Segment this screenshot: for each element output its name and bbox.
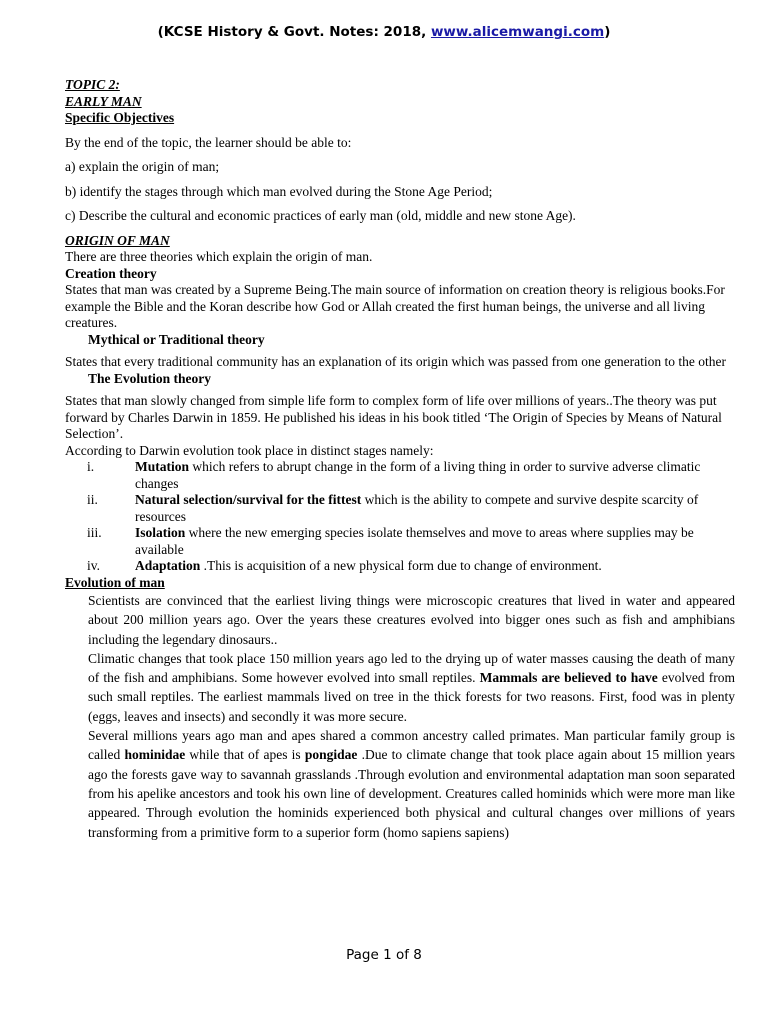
evolution-text: States that man slowly changed from simple life form to complex form of life over millions of years..The theory was put forward by Charles Darwin in 1859. He published his ideas in his book titled ‘The Origin of Species by Means of Natural Selection’. — [65, 393, 722, 441]
creation-text: States that man was created by a Supreme Being.The main source of information on creation theory is religious books.For example the Bible and the Koran describe how God or Allah created the first human beings, the universe and all living creatures. — [65, 282, 725, 330]
header-prefix: (KCSE History & Govt. Notes: 2018, — [157, 24, 431, 40]
evolution-stages-list — [65, 459, 735, 575]
evolution-paragraph-3: Several millions years ago man and apes shared a common ancestry called primates. Man particular family group is called hominidae while that of apes is pongidae .Due to climate change that took place again about 15 million years ago the forests gave way to savannah grasslands .Through evolution and environmental adaptation man soon separated from his apelike ancestors and took his own line of development. Creatures called hominids which were more man like appeared. Through evolution the hominids experienced both physical and cultural changes over millions of years transforming from a primitive form to a superior form (homo sapiens sapiens) — [88, 728, 735, 840]
objective-a: a) explain the origin of man; — [65, 159, 220, 174]
mythical-text: States that every traditional community has an explanation of its origin which was passed from one generation to the other — [65, 354, 726, 369]
objective-c: c) Describe the cultural and economic practices of early man (old, middle and new stone Age). — [65, 208, 576, 223]
mythical-heading: Mythical or Traditional theory — [88, 331, 265, 347]
list-item: iv. Adaptation .This is acquisition of a new physical form due to change of environment. — [87, 558, 602, 573]
page-header — [0, 24, 768, 40]
objectives-heading: Specific Objectives — [65, 110, 175, 125]
topic-title: EARLY MAN — [65, 93, 142, 109]
objective-b: b) identify the stages through which man evolved during the Stone Age Period; — [65, 183, 493, 199]
objectives-intro: By the end of the topic, the learner should be able to: — [65, 134, 352, 150]
page-number: Page 1 of 8 — [346, 947, 422, 963]
darwin-intro: According to Darwin evolution took place in distinct stages namely: — [65, 442, 434, 458]
origin-heading: ORIGIN OF MAN — [65, 232, 170, 248]
creation-heading: Creation theory — [65, 265, 157, 281]
header-suffix: ) — [604, 24, 611, 40]
evolution-paragraph-1: Scientists are convinced that the earliest living things were microscopic creatures that lived in water and appeared about 200 million years ago. Over the years these creatures evolved into bigger ones such as fish and amphibians including the legendary dinosaurs.. — [88, 593, 735, 647]
origin-intro: There are three theories which explain the origin of man. — [65, 249, 373, 264]
document-body — [65, 77, 735, 842]
topic-number: TOPIC 2: — [65, 77, 120, 92]
evolution-paragraph-2: Climatic changes that took place 150 million years ago led to the drying up of water masses causing the death of many of the fish and amphibians. Some however evolved into small reptiles. Mammals are believed to have evolved from such small reptiles. The earliest mammals lived on tree in the thick forests for two reasons. First, food was in plenty (eggs, leaves and insects) and secondly it was more secure. — [88, 650, 736, 724]
list-item: iii. Isolation where the new emerging species isolate themselves and move to areas where supplies may be available — [87, 525, 694, 557]
website-link[interactable]: www.alicemwangi.com — [430, 24, 605, 40]
evolution-heading: The Evolution theory — [88, 370, 212, 386]
list-item: ii. Natural selection/survival for the fittest which is the ability to compete and survive despite scarcity of resources — [87, 492, 699, 524]
list-item: i. Mutation which refers to abrupt change in the form of a living thing in order to survive adverse climatic changes — [87, 459, 701, 491]
evolution-of-man-heading: Evolution of man — [65, 574, 165, 590]
